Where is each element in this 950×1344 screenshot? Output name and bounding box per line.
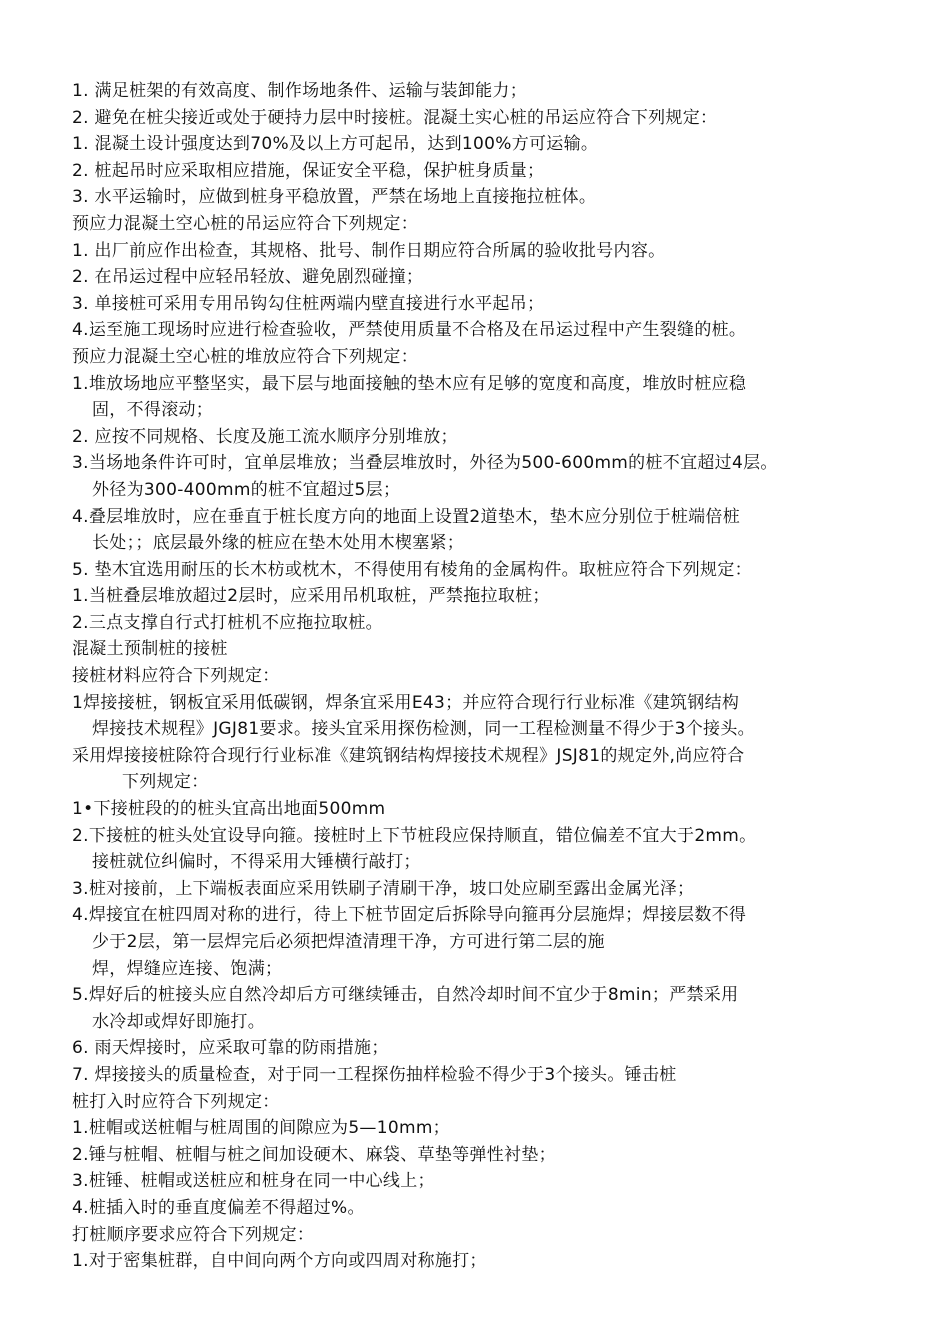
text-line-continued: 少于2层，第一层焊完后必须把焊渣清理干净，方可进行第二层的施	[92, 932, 605, 952]
text-line-continued: 下列规定：	[122, 772, 209, 793]
text-line: 5. 垫木宜选用耐压的长木枋或枕木，不得使用有棱角的金属构件。取桩应符合下列规定：	[72, 559, 752, 580]
text-line: 采用焊接接桩除符合现行行业标准《建筑钢结构焊接技术规程》JSJ81的规定外,尚应符合	[72, 745, 745, 766]
text-line: 4.焊接宜在桩四周对称的进行，待上下桩节固定后拆除导向箍再分层施焊；焊接层数不得	[72, 905, 747, 926]
text-line: 2. 桩起吊时应采取相应措施，保证安全平稳，保护桩身质量；	[72, 160, 545, 181]
text-line-continued: 固，不得滚动；	[92, 400, 214, 421]
text-line: 6. 雨天焊接时，应采取可靠的防雨措施；	[72, 1038, 389, 1059]
document-body	[72, 78, 892, 1275]
section-heading: 混凝土预制桩的接桩	[72, 639, 228, 660]
text-line: 2. 应按不同规格、长度及施工流水顺序分别堆放；	[72, 426, 458, 447]
text-line: 3. 单接桩可采用专用吊钩勾住桩两端内壁直接进行水平起吊；	[72, 293, 545, 314]
text-line: 1.桩帽或送桩帽与桩周围的间隙应为5—10mm；	[72, 1118, 450, 1139]
text-line: 4.桩插入时的垂直度偏差不得超过%。	[72, 1197, 365, 1218]
text-line: 2.下接桩的桩头处宜设导向箍。接桩时上下节桩段应保持顺直，错位偏差不宜大于2mm。	[72, 825, 757, 846]
section-heading: 接桩材料应符合下列规定：	[72, 666, 280, 687]
text-line: 2.锤与桩帽、桩帽与桩之间加设硬木、麻袋、草垫等弹性衬垫；	[72, 1144, 556, 1165]
text-line: 2. 避免在桩尖接近或处于硬持力层中时接桩。混凝土实心桩的吊运应符合下列规定：	[72, 107, 718, 128]
text-line-continued: 接桩就位纠偏时，不得采用大锤横行敲打；	[92, 852, 421, 873]
text-line: 1•下接桩段的的桩头宜高出地面500mm	[72, 799, 386, 820]
text-line: 2. 在吊运过程中应轻吊轻放、避免剧烈碰撞；	[72, 267, 424, 288]
text-line: 1. 满足桩架的有效高度、制作场地条件、运输与装卸能力；	[72, 81, 528, 101]
text-line: 1. 混凝土设计强度达到70%及以上方可起吊，达到100%方可运输。	[72, 134, 599, 155]
section-heading: 预应力混凝土空心桩的堆放应符合下列规定：	[72, 346, 418, 367]
text-line: 1.当桩叠层堆放超过2层时，应采用吊机取桩，严禁拖拉取桩；	[72, 586, 550, 607]
section-heading: 打桩顺序要求应符合下列规定：	[72, 1224, 315, 1245]
text-line: 2.三点支撑自行式打桩机不应拖拉取桩。	[72, 612, 383, 633]
text-line: 1.堆放场地应平整坚实，最下层与地面接触的垫木应有足够的宽度和高度，堆放时桩应稳	[72, 373, 747, 394]
text-line: 3.桩锤、桩帽或送桩应和桩身在同一中心线上；	[72, 1171, 435, 1192]
text-line: 1. 出厂前应作出检查，其规格、批号、制作日期应符合所属的验收批号内容。	[72, 240, 666, 261]
text-line: 4.叠层堆放时，应在垂直于桩长度方向的地面上设置2道垫木，垫木应分别位于桩端倍桩	[72, 506, 741, 527]
text-line-continued: 外径为300-400mm的桩不宜超过5层；	[92, 479, 401, 500]
text-line-continued: 水冷却或焊好即施打。	[92, 1011, 265, 1032]
text-line: 3.当场地条件许可时，宜单层堆放；当叠层堆放时，外径为500-600mm的桩不宜超过4层。	[72, 453, 778, 474]
text-line: 1.对于密集桩群，自中间向两个方向或四周对称施打；	[72, 1251, 487, 1272]
section-heading: 桩打入时应符合下列规定：	[72, 1091, 280, 1112]
text-line: 1焊接接桩，钢板宜采用低碳钢，焊条宜采用E43；并应符合现行行业标准《建筑钢结构	[72, 692, 740, 713]
text-line: 5.焊好后的桩接头应自然冷却后方可继续锤击，自然冷却时间不宜少于8min；严禁采用	[72, 985, 739, 1006]
text-line-continued: 焊，焊缝应连接、饱满；	[92, 958, 283, 979]
text-line: 3.桩对接前，上下端板表面应采用铁刷子清刷干净，坡口处应刷至露出金属光泽；	[72, 878, 695, 899]
text-line: 7. 焊接接头的质量检查，对于同一工程探伤抽样检验不得少于3个接头。锤击桩	[72, 1064, 677, 1085]
text-line: 4.运至施工现场时应进行检查验收，严禁使用质量不合格及在吊运过程中产生裂缝的桩。	[72, 320, 747, 341]
text-line: 3. 水平运输时，应做到桩身平稳放置，严禁在场地上直接拖拉桩体。	[72, 187, 597, 208]
section-heading: 预应力混凝土空心桩的吊运应符合下列规定：	[72, 213, 418, 234]
text-line-continued: 长处；；底层最外缘的桩应在垫木处用木楔塞紧；	[92, 533, 465, 554]
text-line-continued: 焊接技术规程》JGJ81要求。接头宜采用探伤检测，同一工程检测量不得少于3个接头。	[92, 719, 755, 740]
